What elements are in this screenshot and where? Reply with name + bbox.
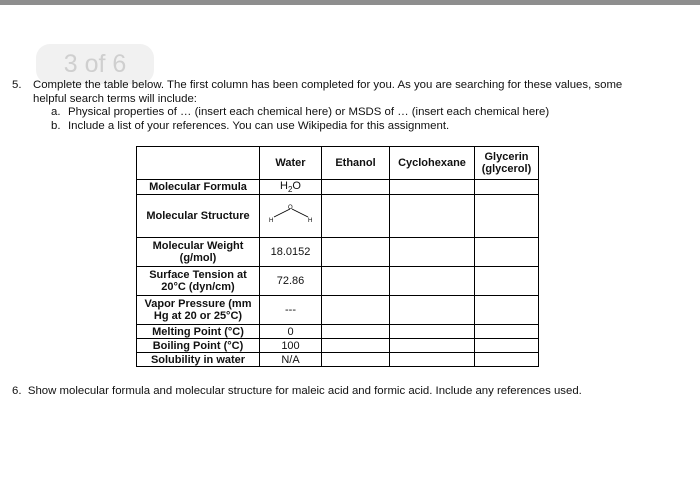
water-structure-diagram bbox=[266, 203, 316, 227]
cyclohexane-cell[interactable] bbox=[390, 195, 475, 238]
row-label-line1: Surface Tension at bbox=[149, 269, 247, 282]
header-ethanol: Ethanol bbox=[322, 147, 390, 180]
water-formula-cell bbox=[260, 180, 322, 195]
water-st-cell: 72.86 bbox=[260, 267, 322, 296]
question-5-item-a bbox=[51, 106, 682, 120]
row-label-line2: 20°C (dyn/cm) bbox=[161, 281, 235, 294]
row-label-formula: Molecular Formula bbox=[137, 180, 260, 195]
table-row-solubility bbox=[137, 353, 539, 367]
glycerin-cell[interactable] bbox=[475, 195, 539, 238]
formula-subscript: 2 bbox=[287, 185, 293, 195]
glycerin-cell[interactable] bbox=[475, 325, 539, 339]
ethanol-cell[interactable] bbox=[322, 325, 390, 339]
question-6-text: Show molecular formula and molecular structure for maleic acid and formic acid. Include any references used. bbox=[27, 385, 582, 397]
page-indicator-watermark: 3 of 6 bbox=[36, 44, 154, 84]
row-label-line1: Molecular Weight bbox=[152, 240, 244, 253]
water-mp-cell: 0 bbox=[260, 325, 322, 339]
table-row-vapor-pressure bbox=[137, 296, 539, 325]
question-5-item-b bbox=[51, 120, 682, 134]
water-solubility-cell: N/A bbox=[260, 353, 322, 367]
water-vp-cell: --- bbox=[260, 296, 322, 325]
header-glycerin-line2: (glycerol) bbox=[481, 163, 532, 175]
question-5-number: 5. bbox=[12, 79, 22, 91]
cyclohexane-cell[interactable] bbox=[390, 339, 475, 353]
water-bp-cell: 100 bbox=[260, 339, 322, 353]
cyclohexane-cell[interactable] bbox=[390, 296, 475, 325]
question-5 bbox=[12, 79, 682, 133]
row-label-solubility: Solubility in water bbox=[137, 353, 260, 367]
formula-o: O bbox=[292, 180, 301, 192]
water-mw-cell: 18.0152 bbox=[260, 238, 322, 267]
ethanol-cell[interactable] bbox=[322, 180, 390, 195]
glycerin-cell[interactable] bbox=[475, 339, 539, 353]
table-row-molecular-weight bbox=[137, 238, 539, 267]
ethanol-cell[interactable] bbox=[322, 339, 390, 353]
atom-h-right: H bbox=[307, 217, 312, 224]
table-row-melting-point bbox=[137, 325, 539, 339]
glycerin-cell[interactable] bbox=[475, 180, 539, 195]
item-text: Include a list of your references. You can use Wikipedia for this assignment. bbox=[68, 119, 450, 132]
row-label-line1: Vapor Pressure (mm bbox=[144, 298, 252, 311]
question-6 bbox=[12, 385, 582, 397]
top-border-bar bbox=[0, 0, 700, 5]
table-row-surface-tension bbox=[137, 267, 539, 296]
table-header-row bbox=[137, 147, 539, 180]
cyclohexane-cell[interactable] bbox=[390, 353, 475, 367]
ethanol-cell[interactable] bbox=[322, 195, 390, 238]
question-6-number: 6. bbox=[12, 385, 22, 397]
atom-h-left: H bbox=[268, 217, 273, 224]
row-label-molecular-weight bbox=[137, 238, 260, 267]
item-letter: b. bbox=[51, 119, 61, 132]
table-row-formula bbox=[137, 180, 539, 195]
header-glycerin bbox=[475, 147, 539, 180]
question-5-text-line1: Complete the table below. The first column has been completed for you. As you are searching for these values, some bbox=[33, 79, 623, 91]
glycerin-cell[interactable] bbox=[475, 296, 539, 325]
formula-h: H bbox=[280, 180, 288, 192]
table-row-structure bbox=[137, 195, 539, 238]
item-letter: a. bbox=[51, 106, 61, 118]
header-cyclohexane: Cyclohexane bbox=[390, 147, 475, 180]
cyclohexane-cell[interactable] bbox=[390, 238, 475, 267]
question-5-text-line2: helpful search terms will include: bbox=[33, 92, 197, 105]
row-label-structure: Molecular Structure bbox=[137, 195, 260, 238]
glycerin-cell[interactable] bbox=[475, 238, 539, 267]
cyclohexane-cell[interactable] bbox=[390, 325, 475, 339]
ethanol-cell[interactable] bbox=[322, 296, 390, 325]
header-empty-cell bbox=[137, 147, 260, 180]
row-label-line2: (g/mol) bbox=[179, 252, 217, 265]
cyclohexane-cell[interactable] bbox=[390, 267, 475, 296]
glycerin-cell[interactable] bbox=[475, 267, 539, 296]
table-row-boiling-point bbox=[137, 339, 539, 353]
row-label-vapor-pressure bbox=[137, 296, 260, 325]
cyclohexane-cell[interactable] bbox=[390, 180, 475, 195]
header-water: Water bbox=[260, 147, 322, 180]
row-label-melting-point: Melting Point (°C) bbox=[137, 325, 260, 339]
atom-o: O bbox=[287, 204, 293, 211]
row-label-line2: Hg at 20 or 25°C) bbox=[153, 310, 243, 323]
ethanol-cell[interactable] bbox=[322, 238, 390, 267]
ethanol-cell[interactable] bbox=[322, 353, 390, 367]
glycerin-cell[interactable] bbox=[475, 353, 539, 367]
header-glycerin-line1: Glycerin bbox=[484, 151, 529, 163]
ethanol-cell[interactable] bbox=[322, 267, 390, 296]
properties-table bbox=[136, 146, 539, 367]
item-text: Physical properties of … (insert each chemical here) or MSDS of … (insert each chemical here) bbox=[68, 106, 550, 118]
row-label-surface-tension bbox=[137, 267, 260, 296]
water-structure-cell bbox=[260, 195, 322, 238]
row-label-boiling-point: Boiling Point (°C) bbox=[137, 339, 260, 353]
